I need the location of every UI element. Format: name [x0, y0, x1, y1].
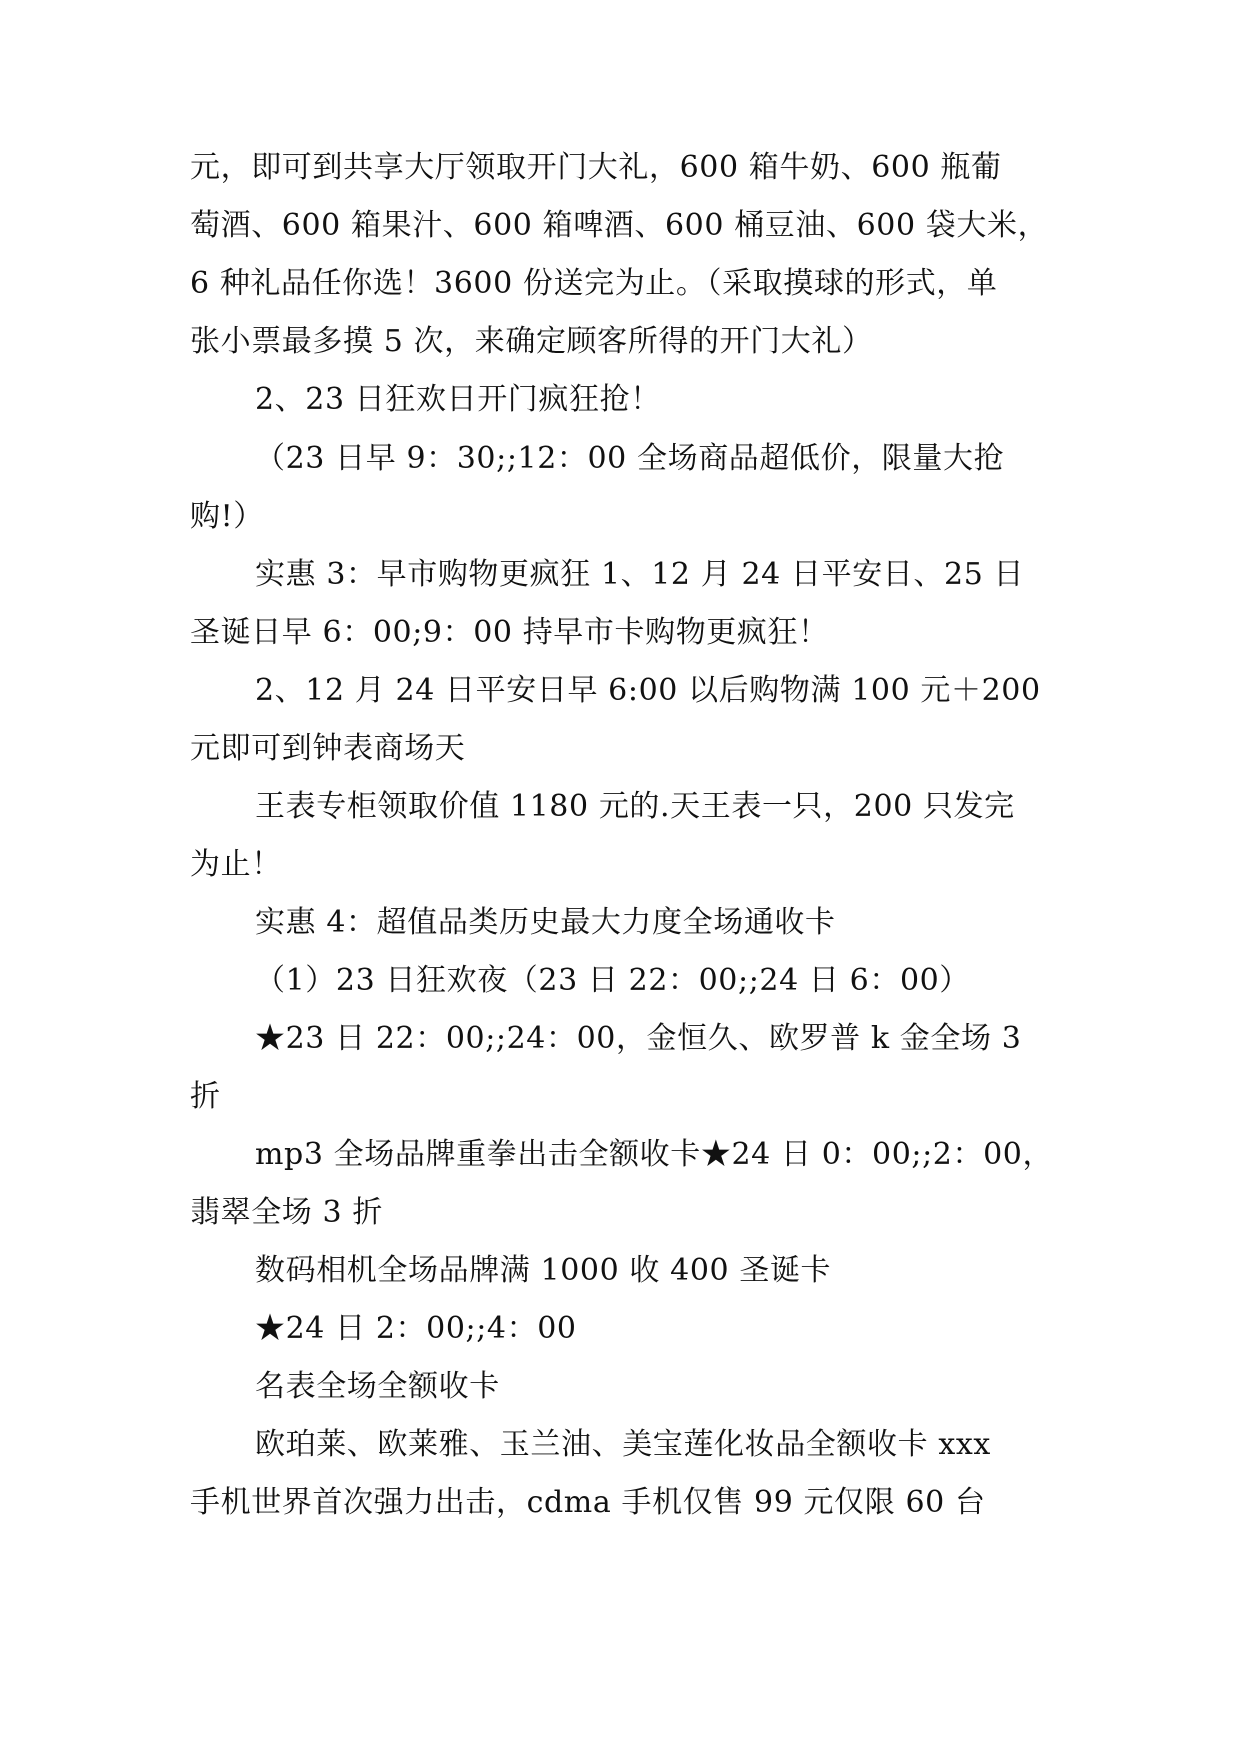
paragraph-line: 元即可到钟表商场天: [190, 731, 466, 766]
paragraph-line: 王表专柜领取价值 1180 元的.天王表一只，200 只发完: [255, 789, 1015, 824]
paragraph-line: 元，即可到共享大厅领取开门大礼，600 箱牛奶、600 瓶葡: [190, 150, 1002, 185]
paragraph-line: 数码相机全场品牌满 1000 收 400 圣诞卡: [255, 1253, 832, 1288]
paragraph-line: （23 日早 9：30;;12：00 全场商品超低价，限量大抢: [255, 441, 1005, 476]
paragraph-line: 为止！: [190, 847, 282, 882]
paragraph-line: 购!）: [190, 499, 264, 534]
paragraph-line: 名表全场全额收卡: [255, 1369, 500, 1404]
paragraph-line: 实惠 4：超值品类历史最大力度全场通收卡: [255, 905, 836, 940]
paragraph-line: 折: [190, 1079, 221, 1114]
paragraph-line: ★23 日 22：00;;24：00，金恒久、欧罗普 k 金全场 3: [255, 1021, 1022, 1056]
paragraph-line: ★24 日 2：00;;4：00: [255, 1311, 577, 1346]
paragraph-line: 2、12 月 24 日平安日早 6:00 以后购物满 100 元＋200: [255, 673, 1041, 708]
paragraph-line: mp3 全场品牌重拳出击全额收卡★24 日 0：00;;2：00，: [255, 1137, 1054, 1172]
paragraph-line: 张小票最多摸 5 次，来确定顾客所得的开门大礼）: [190, 324, 873, 359]
paragraph-line: 实惠 3：早市购物更疯狂 1、12 月 24 日平安日、25 日: [255, 557, 1025, 592]
paragraph-line: 翡翠全场 3 折: [190, 1195, 383, 1230]
paragraph-line: 圣诞日早 6：00;9：00 持早市卡购物更疯狂！: [190, 615, 829, 650]
paragraph-line: （1）23 日狂欢夜（23 日 22：00;;24 日 6：00）: [255, 963, 970, 998]
paragraph-line: 2、23 日狂欢日开门疯狂抢！: [255, 382, 661, 417]
paragraph-line: 6 种礼品任你选！3600 份送完为止。（采取摸球的形式，单: [190, 266, 998, 301]
paragraph-line: 手机世界首次强力出击，cdma 手机仅售 99 元仅限 60 台: [190, 1485, 986, 1520]
paragraph-line: 欧珀莱、欧莱雅、玉兰油、美宝莲化妆品全额收卡 xxx: [255, 1427, 991, 1462]
paragraph-line: 萄酒、600 箱果汁、600 箱啤酒、600 桶豆油、600 袋大米，: [190, 208, 1049, 243]
